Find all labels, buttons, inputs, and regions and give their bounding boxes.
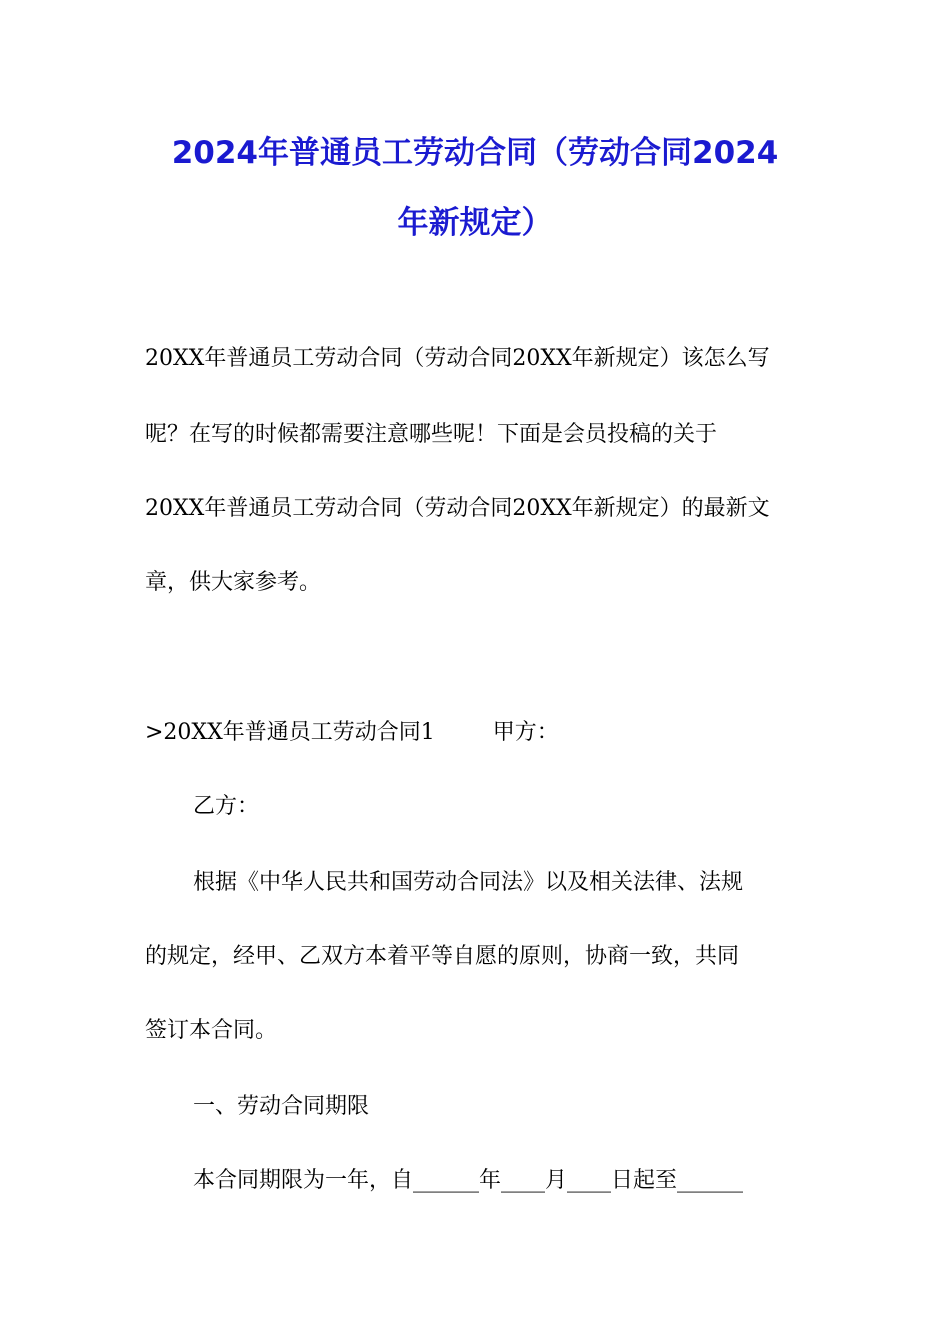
document-title-line-2: 年新规定） bbox=[397, 205, 553, 241]
party-a-label: 甲方： bbox=[492, 720, 559, 745]
intro-line: 章，供大家参考。 bbox=[145, 570, 322, 595]
contract-heading: >20XX年普通员工劳动合同1 bbox=[145, 720, 435, 745]
preamble-line: 签订本合同。 bbox=[145, 1018, 278, 1043]
section-1-heading: 一、劳动合同期限 bbox=[193, 1094, 370, 1119]
party-b-label: 乙方： bbox=[193, 794, 260, 819]
preamble-line: 的规定，经甲、乙双方本着平等自愿的原则，协商一致，共同 bbox=[145, 944, 740, 969]
intro-line: 20XX年普通员工劳动合同（劳动合同20XX年新规定）该怎么写 bbox=[145, 346, 770, 371]
section-1-line: 本合同期限为一年，自______年____月____日起至______ bbox=[193, 1168, 744, 1193]
preamble-line: 根据《中华人民共和国劳动合同法》以及相关法律、法规 bbox=[193, 870, 744, 895]
document-title-line-1: 2024年普通员工劳动合同（劳动合同2024 bbox=[171, 135, 779, 171]
contract-heading-row bbox=[145, 718, 810, 748]
intro-line: 20XX年普通员工劳动合同（劳动合同20XX年新规定）的最新文 bbox=[145, 496, 770, 521]
intro-line: 呢？在写的时候都需要注意哪些呢！下面是会员投稿的关于 bbox=[145, 422, 718, 447]
